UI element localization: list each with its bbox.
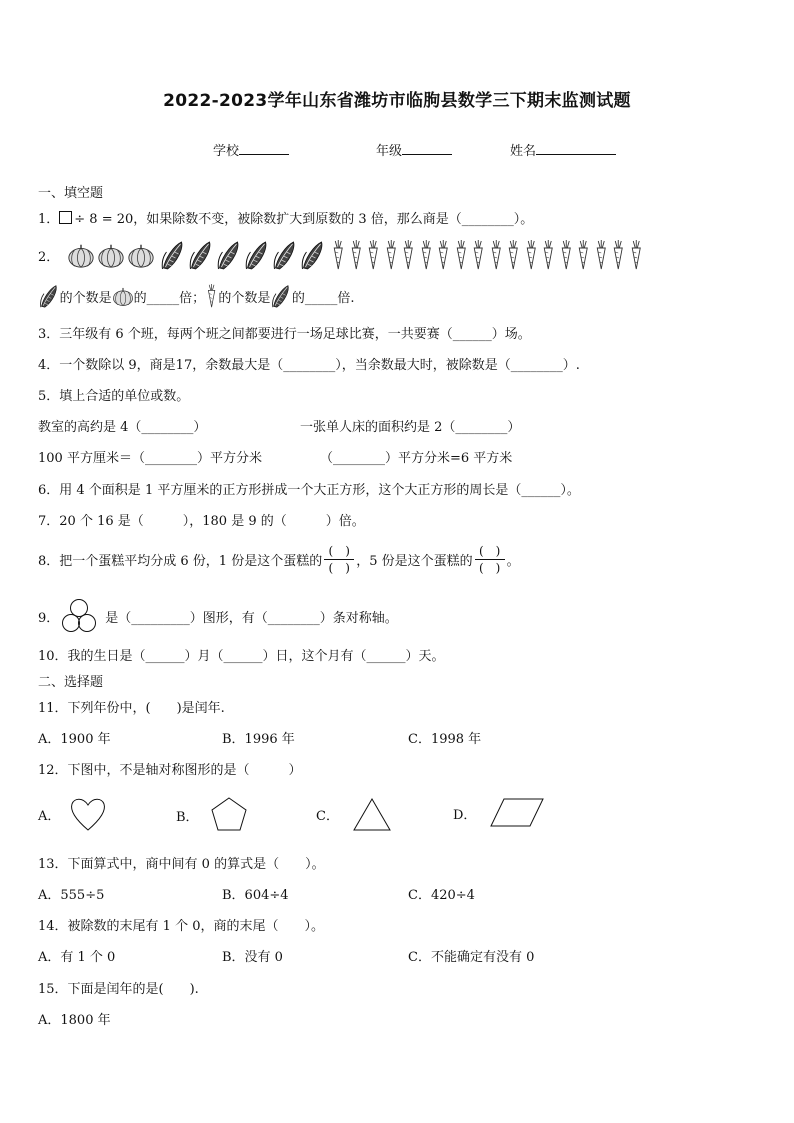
carrot-icon bbox=[330, 240, 347, 270]
q12-option-d[interactable]: D． bbox=[453, 796, 546, 830]
q12-option-c[interactable]: C． bbox=[316, 796, 393, 832]
question-15: 15．下面是闰年的是( ). bbox=[38, 982, 199, 997]
q15-option-a[interactable]: A．1800 年 bbox=[38, 1013, 111, 1028]
carrot-icon bbox=[610, 240, 627, 270]
section-fill-in: 一、填空题 bbox=[38, 186, 104, 201]
q12-option-b[interactable]: B． bbox=[176, 796, 249, 834]
carrot-icon bbox=[418, 240, 435, 270]
pentagon-icon bbox=[209, 796, 249, 834]
corn-icon bbox=[243, 240, 270, 270]
parallelogram-icon bbox=[488, 796, 546, 830]
carrot-icon bbox=[505, 240, 522, 270]
three-circles-icon bbox=[59, 598, 99, 634]
corn-icon bbox=[299, 240, 326, 270]
corn-icon bbox=[215, 240, 242, 270]
corn-icon bbox=[187, 240, 214, 270]
question-3: 3．三年级有 6 个班，每两个班之间都要进行一场足球比赛，一共要赛（______）场。 bbox=[38, 327, 531, 342]
carrot-icon bbox=[628, 240, 645, 270]
pumpkin-icon bbox=[67, 241, 95, 269]
q13-option-c[interactable]: C．420÷4 bbox=[408, 888, 475, 903]
carrot-icon bbox=[593, 240, 610, 270]
carrot-icon bbox=[470, 240, 487, 270]
carrot-icon bbox=[365, 240, 382, 270]
q12-option-a[interactable]: A． bbox=[38, 796, 108, 832]
question-13: 13．下面算式中，商中间有 0 的算式是（ ）。 bbox=[38, 857, 325, 872]
corn-icon bbox=[270, 284, 292, 308]
carrot-icon bbox=[348, 240, 365, 270]
corn-icon bbox=[38, 284, 60, 308]
pumpkin-icon bbox=[127, 241, 155, 269]
q14-option-b[interactable]: B．没有 0 bbox=[222, 950, 283, 965]
question-9: 9． 是（_________）图形，有（________）条对称轴。 bbox=[38, 598, 398, 634]
question-5d: （________）平方分米=6 平方米 bbox=[320, 451, 513, 466]
q13-option-a[interactable]: A．555÷5 bbox=[38, 888, 105, 903]
q14-option-a[interactable]: A．有 1 个 0 bbox=[38, 950, 116, 965]
question-1: 1． ÷ 8 = 20，如果除数不变，被除数扩大到原数的 3 倍，那么商是（________）。 bbox=[38, 212, 534, 227]
question-8: 8．把一个蛋糕平均分成 6 份，1 份是这个蛋糕的 $\frac{( )}{( )}$ ，5 份是这个蛋糕的 $\frac{( )}{( )}$ 。 bbox=[38, 544, 520, 575]
carrot-icon bbox=[435, 240, 452, 270]
question-4: 4．一个数除以 9，商是17，余数最大是（________），当余数最大时，被除数是（________）. bbox=[38, 358, 580, 373]
fraction-blank: $\frac{( )}{( )}$ bbox=[475, 543, 505, 576]
pumpkin-icon bbox=[112, 285, 134, 307]
carrot-icon bbox=[205, 284, 218, 308]
question-12: 12．下图中，不是轴对称图形的是（ ） bbox=[38, 763, 302, 778]
question-7: 7．20 个 16 是（ ），180 是 9 的（ ）倍。 bbox=[38, 514, 365, 529]
question-2: 2． bbox=[38, 240, 644, 270]
question-11: 11．下列年份中，( )是闰年. bbox=[38, 701, 225, 716]
q14-option-c[interactable]: C．不能确定有没有 0 bbox=[408, 950, 535, 965]
corn-icon bbox=[271, 240, 298, 270]
carrot-icon bbox=[575, 240, 592, 270]
question-14: 14．被除数的末尾有 1 个 0，商的末尾（ ）。 bbox=[38, 919, 324, 934]
page-title: 2022-2023学年山东省潍坊市临朐县数学三下期末监测试题 bbox=[163, 91, 631, 111]
school-field: 学校 bbox=[213, 140, 289, 159]
carrot-icon bbox=[558, 240, 575, 270]
q11-option-b[interactable]: B．1996 年 bbox=[222, 732, 295, 747]
section-choice: 二、选择题 bbox=[38, 675, 104, 690]
name-field: 姓名 bbox=[510, 140, 616, 159]
carrot-icon bbox=[523, 240, 540, 270]
carrot-icon bbox=[453, 240, 470, 270]
question-5: 5．填上合适的单位或数。 bbox=[38, 389, 190, 404]
q11-option-c[interactable]: C．1998 年 bbox=[408, 732, 482, 747]
question-5c: 100 平方厘米＝（________）平方分米 bbox=[38, 451, 262, 466]
heart-icon bbox=[68, 796, 108, 832]
question-2-line: 的个数是 的_____倍； 的个数是 的_____倍. bbox=[38, 284, 355, 308]
pumpkin-icon bbox=[97, 241, 125, 269]
q11-option-a[interactable]: A．1900 年 bbox=[38, 732, 111, 747]
fraction-blank: $\frac{( )}{( )}$ bbox=[324, 543, 354, 576]
empty-box-icon bbox=[59, 211, 72, 224]
question-10: 10．我的生日是（______）月（______）日，这个月有（______）天。 bbox=[38, 649, 445, 664]
carrot-icon bbox=[488, 240, 505, 270]
grade-field: 年级 bbox=[376, 140, 452, 159]
triangle-icon bbox=[351, 796, 393, 832]
carrot-icon bbox=[540, 240, 557, 270]
carrot-icon bbox=[400, 240, 417, 270]
corn-icon bbox=[159, 240, 186, 270]
q13-option-b[interactable]: B．604÷4 bbox=[222, 888, 289, 903]
carrot-icon bbox=[383, 240, 400, 270]
question-5a: 教室的高约是 4（________） bbox=[38, 420, 207, 435]
question-6: 6．用 4 个面积是 1 平方厘米的正方形拼成一个大正方形，这个大正方形的周长是（______）。 bbox=[38, 483, 580, 498]
question-5b: 一张单人床的面积约是 2（________） bbox=[300, 420, 521, 435]
